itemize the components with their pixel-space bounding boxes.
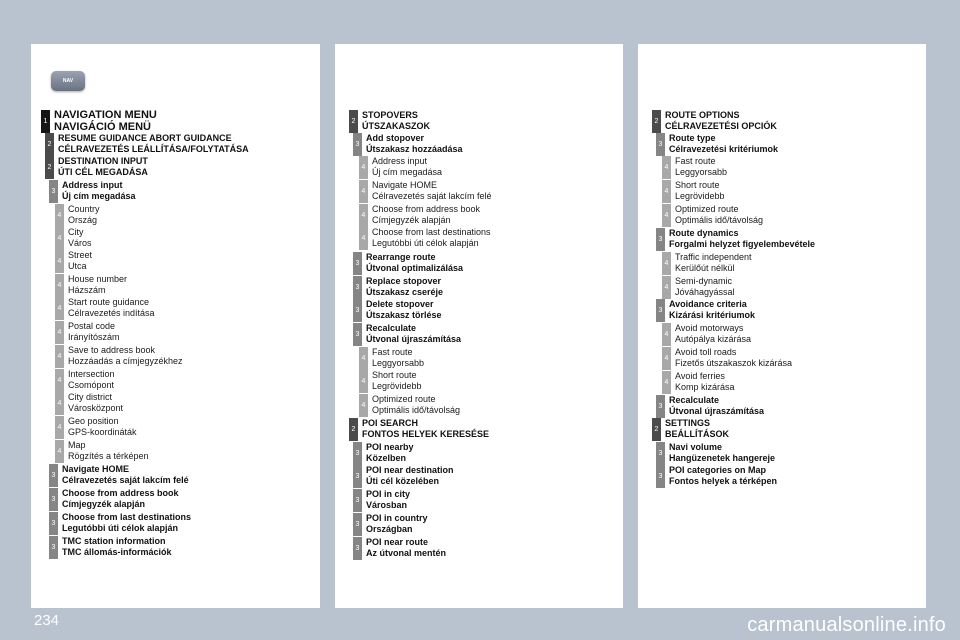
menu-item-label: Legrövidebb — [675, 191, 725, 202]
menu-item-label: Legrövidebb — [372, 381, 422, 392]
menu-item — [359, 204, 480, 227]
menu-item-label: SETTINGS — [665, 418, 711, 428]
menu-item-label: ÚTI CÉL MEGADÁSA — [58, 167, 148, 178]
menu-item — [662, 156, 727, 179]
menu-item — [353, 537, 446, 560]
level-badge: 3 — [353, 252, 362, 275]
menu-item-label: GPS-koordináták — [68, 427, 137, 438]
menu-item — [359, 180, 492, 203]
menu-item-label: POI SEARCH — [362, 418, 419, 428]
menu-item-label: Utca — [68, 261, 87, 272]
menu-item — [349, 110, 430, 133]
menu-item-label: Intersection — [68, 369, 115, 379]
menu-item-label: POI near route — [366, 537, 429, 547]
level-badge: 3 — [353, 299, 362, 322]
menu-item-label: Optimális idő/távolság — [372, 405, 461, 416]
menu-item-label: Városban — [366, 500, 408, 511]
menu-item-label: Hozzáadás a címjegyzékhez — [68, 356, 183, 367]
menu-item-label: Kerülőút nélkül — [675, 263, 735, 274]
menu-item — [359, 227, 491, 250]
menu-item-label: TMC station information — [62, 536, 166, 546]
menu-item — [55, 321, 120, 344]
level-badge: 4 — [55, 297, 64, 320]
menu-item-label: Avoidance criteria — [669, 299, 747, 309]
level-badge: 3 — [353, 513, 362, 536]
menu-item — [55, 440, 149, 463]
menu-item-label: Recalculate — [366, 323, 417, 333]
menu-item — [55, 250, 92, 273]
menu-item-label: Choose from last destinations — [62, 512, 192, 522]
menu-item — [55, 345, 183, 368]
menu-item-label: POI near destination — [366, 465, 454, 475]
level-badge: 4 — [359, 204, 368, 227]
level-badge: 1 — [41, 110, 50, 133]
level-badge: 4 — [662, 323, 671, 346]
level-badge: 3 — [353, 323, 362, 346]
menu-item — [45, 133, 249, 156]
level-badge: 4 — [55, 392, 64, 415]
menu-item — [45, 156, 148, 179]
menu-item-label: Leggyorsabb — [675, 167, 728, 178]
level-badge: 4 — [662, 252, 671, 275]
level-badge: 3 — [353, 465, 362, 488]
menu-item-label: Optimized route — [372, 394, 436, 404]
menu-item — [49, 180, 136, 203]
menu-item-label: Delete stopover — [366, 299, 434, 309]
menu-item-label: Útszakasz cseréje — [366, 287, 444, 298]
menu-item — [353, 252, 463, 275]
menu-item-label: Optimized route — [675, 204, 739, 214]
menu-item — [656, 465, 777, 488]
menu-item — [652, 418, 729, 441]
menu-item-label: Célravezetés indítása — [68, 308, 155, 319]
menu-item — [662, 276, 735, 299]
menu-item-label: BEÁLLÍTÁSOK — [665, 429, 729, 440]
level-badge: 3 — [49, 464, 58, 487]
menu-item — [652, 110, 777, 133]
level-badge: 4 — [662, 347, 671, 370]
watermark: carmanualsonline.info — [747, 614, 946, 636]
menu-item-label: Postal code — [68, 321, 116, 331]
menu-item-label: Fizetős útszakaszok kizárása — [675, 358, 793, 369]
menu-item-label: Choose from last destinations — [372, 227, 491, 237]
menu-item — [359, 370, 422, 393]
menu-item-label: Short route — [675, 180, 720, 190]
menu-item-label: DESTINATION INPUT — [58, 156, 148, 166]
menu-item-label: Város — [68, 238, 92, 249]
level-badge: 3 — [656, 133, 665, 156]
level-badge: 3 — [353, 442, 362, 465]
menu-item-label: Street — [68, 250, 93, 260]
level-badge: 3 — [49, 488, 58, 511]
menu-item-label: Legutóbbi úti célok alapján — [372, 238, 479, 249]
menu-item-label: TMC állomás-információk — [62, 547, 172, 558]
menu-item-label: NAVIGÁCIÓ MENÜ — [54, 120, 151, 133]
menu-item-label: Address input — [62, 180, 123, 190]
level-badge: 4 — [55, 250, 64, 273]
menu-item-label: Városközpont — [68, 403, 124, 414]
level-badge: 3 — [656, 228, 665, 251]
menu-item-label: FONTOS HELYEK KERESÉSE — [362, 429, 490, 440]
menu-item — [662, 204, 763, 227]
menu-item-label: Célravezetési kritériumok — [669, 144, 779, 155]
menu-item — [41, 110, 157, 133]
menu-item — [656, 442, 775, 465]
menu-item — [656, 133, 778, 156]
menu-item — [349, 418, 489, 441]
menu-item — [49, 536, 172, 559]
menu-item-label: Komp kizárása — [675, 382, 735, 393]
menu-item-label: Map — [68, 440, 86, 450]
menu-item-label: Choose from address book — [372, 204, 481, 214]
level-badge: 4 — [55, 204, 64, 227]
menu-item-label: Optimális idő/távolság — [675, 215, 764, 226]
level-badge: 4 — [359, 347, 368, 370]
menu-item-label: Avoid toll roads — [675, 347, 737, 357]
level-badge: 2 — [349, 418, 358, 441]
menu-item-label: Útszakasz törlése — [366, 310, 442, 321]
menu-item-label: Start route guidance — [68, 297, 150, 307]
menu-item — [662, 323, 751, 346]
menu-item-label: Új cím megadása — [62, 191, 136, 202]
menu-item-label: City district — [68, 392, 113, 402]
level-badge: 4 — [359, 227, 368, 250]
menu-item — [353, 513, 428, 536]
level-badge: 4 — [359, 180, 368, 203]
menu-item-label: Célravezetés saját lakcím felé — [62, 475, 189, 486]
menu-item-label: Navigate HOME — [372, 180, 438, 190]
menu-item-label: House number — [68, 274, 128, 284]
menu-item-label: Kizárási kritériumok — [669, 310, 756, 321]
menu-item — [359, 394, 460, 417]
menu-item — [55, 369, 115, 392]
menu-item-label: Országban — [366, 524, 413, 535]
menu-item-label: Ország — [68, 215, 98, 226]
menu-item-label: Az útvonal mentén — [366, 548, 447, 559]
menu-item — [656, 299, 755, 322]
level-badge: 3 — [353, 537, 362, 560]
menu-item-label: POI in city — [366, 489, 411, 499]
menu-item-label: Traffic independent — [675, 252, 752, 262]
level-badge: 4 — [662, 204, 671, 227]
menu-item-label: NAVIGATION MENU — [54, 109, 157, 121]
level-badge: 3 — [353, 133, 362, 156]
level-badge: 4 — [55, 440, 64, 463]
menu-item — [353, 489, 410, 512]
menu-item-label: STOPOVERS — [362, 110, 418, 120]
level-badge: 2 — [652, 110, 661, 133]
menu-item-label: Autópálya kizárása — [675, 334, 752, 345]
level-badge: 3 — [656, 442, 665, 465]
menu-item-label: Útvonal újraszámítása — [366, 334, 462, 345]
menu-item-label: Új cím megadása — [372, 167, 443, 178]
menu-item — [55, 204, 100, 227]
level-badge: 3 — [353, 276, 362, 299]
menu-item-label: Route dynamics — [669, 228, 739, 238]
menu-item — [353, 299, 442, 322]
level-badge: 3 — [656, 465, 665, 488]
menu-panel-right — [638, 44, 926, 608]
menu-item — [353, 442, 414, 465]
menu-item-label: Navi volume — [669, 442, 723, 452]
level-badge: 4 — [359, 370, 368, 393]
menu-item-label: Recalculate — [669, 395, 720, 405]
menu-item — [656, 228, 815, 251]
menu-item-label: ÚTSZAKASZOK — [362, 121, 430, 132]
menu-item-label: Country — [68, 204, 100, 214]
level-badge: 2 — [45, 133, 54, 156]
level-badge: 4 — [55, 321, 64, 344]
level-badge: 4 — [662, 276, 671, 299]
menu-item — [353, 276, 443, 299]
menu-item-label: ROUTE OPTIONS — [665, 110, 740, 120]
level-badge: 2 — [45, 156, 54, 179]
menu-item-label: Legutóbbi úti célok alapján — [62, 523, 179, 534]
menu-item — [55, 227, 92, 250]
menu-item-label: Add stopover — [366, 133, 425, 143]
menu-item-label: Címjegyzék alapján — [372, 215, 451, 226]
level-badge: 4 — [55, 369, 64, 392]
menu-item — [353, 133, 463, 156]
menu-item-label: RESUME GUIDANCE ABORT GUIDANCE — [58, 133, 232, 143]
menu-item-label: Navigate HOME — [62, 464, 130, 474]
menu-item — [353, 323, 461, 346]
menu-item-label: Közelben — [366, 453, 407, 464]
menu-item-label: Save to address book — [68, 345, 156, 355]
menu-item-label: Úti cél közelében — [366, 476, 440, 487]
menu-item — [55, 274, 127, 297]
menu-item — [662, 371, 735, 394]
level-badge: 2 — [652, 418, 661, 441]
menu-item-label: Házszám — [68, 285, 106, 296]
menu-item-label: Route type — [669, 133, 716, 143]
menu-item — [353, 465, 454, 488]
menu-item-label: Fontos helyek a térképen — [669, 476, 778, 487]
menu-item-label: POI nearby — [366, 442, 414, 452]
menu-item-label: Short route — [372, 370, 417, 380]
menu-item-label: Avoid motorways — [675, 323, 744, 333]
level-badge: 3 — [656, 395, 665, 418]
menu-item-label: Hangüzenetek hangereje — [669, 453, 776, 464]
menu-item-label: Choose from address book — [62, 488, 179, 498]
menu-item-label: CÉLRAVEZETÉSI OPCIÓK — [665, 121, 777, 132]
menu-item-label: Leggyorsabb — [372, 358, 425, 369]
menu-item-label: Geo position — [68, 416, 119, 426]
menu-item-label: Forgalmi helyzet figyelembevétele — [669, 239, 816, 250]
menu-item — [55, 297, 155, 320]
menu-item-label: Rögzítés a térképen — [68, 451, 149, 462]
level-badge: 3 — [49, 180, 58, 203]
menu-item — [49, 488, 179, 511]
level-badge: 3 — [656, 299, 665, 322]
level-badge: 4 — [55, 227, 64, 250]
menu-item — [662, 252, 752, 275]
menu-item-label: Csomópont — [68, 380, 115, 391]
menu-item-label: Address input — [372, 156, 428, 166]
level-badge: 4 — [359, 394, 368, 417]
menu-item-label: Célravezetés saját lakcím felé — [372, 191, 492, 202]
menu-item-label: Replace stopover — [366, 276, 442, 286]
menu-item-label: Címjegyzék alapján — [62, 499, 146, 510]
menu-panel-left — [31, 44, 320, 608]
menu-item-label: Semi-dynamic — [675, 276, 733, 286]
menu-item-label: POI categories on Map — [669, 465, 767, 475]
menu-item-label: Jóváhagyással — [675, 287, 735, 298]
menu-item — [662, 180, 725, 203]
level-badge: 3 — [49, 536, 58, 559]
menu-item — [49, 464, 189, 487]
level-badge: 4 — [359, 156, 368, 179]
page-number: 234 — [34, 612, 60, 629]
menu-item-label: POI in country — [366, 513, 428, 523]
level-badge: 4 — [55, 274, 64, 297]
menu-item-label: Útvonal optimalizálása — [366, 263, 464, 274]
menu-item-label: Fast route — [675, 156, 716, 166]
menu-item — [656, 395, 764, 418]
level-badge: 2 — [349, 110, 358, 133]
nav-button-icon: NAV — [51, 71, 85, 91]
level-badge: 4 — [55, 345, 64, 368]
level-badge: 3 — [49, 512, 58, 535]
menu-item — [49, 512, 191, 535]
menu-item-label: Avoid ferries — [675, 371, 725, 381]
level-badge: 3 — [353, 489, 362, 512]
menu-item — [662, 347, 792, 370]
menu-panel-middle — [335, 44, 623, 608]
menu-item-label: Útvonal újraszámítása — [669, 406, 765, 417]
level-badge: 4 — [662, 156, 671, 179]
menu-item — [359, 156, 442, 179]
menu-item-label: City — [68, 227, 84, 237]
menu-item — [359, 347, 424, 370]
menu-item-label: Fast route — [372, 347, 413, 357]
menu-item-label: CÉLRAVEZETÉS LEÁLLÍTÁSA/FOLYTATÁSA — [58, 144, 249, 155]
menu-item-label: Irányítószám — [68, 332, 120, 343]
level-badge: 4 — [662, 371, 671, 394]
level-badge: 4 — [662, 180, 671, 203]
menu-item-label: Útszakasz hozzáadása — [366, 144, 463, 155]
menu-item — [55, 416, 137, 439]
menu-item — [55, 392, 123, 415]
menu-item-label: Rearrange route — [366, 252, 436, 262]
level-badge: 4 — [55, 416, 64, 439]
